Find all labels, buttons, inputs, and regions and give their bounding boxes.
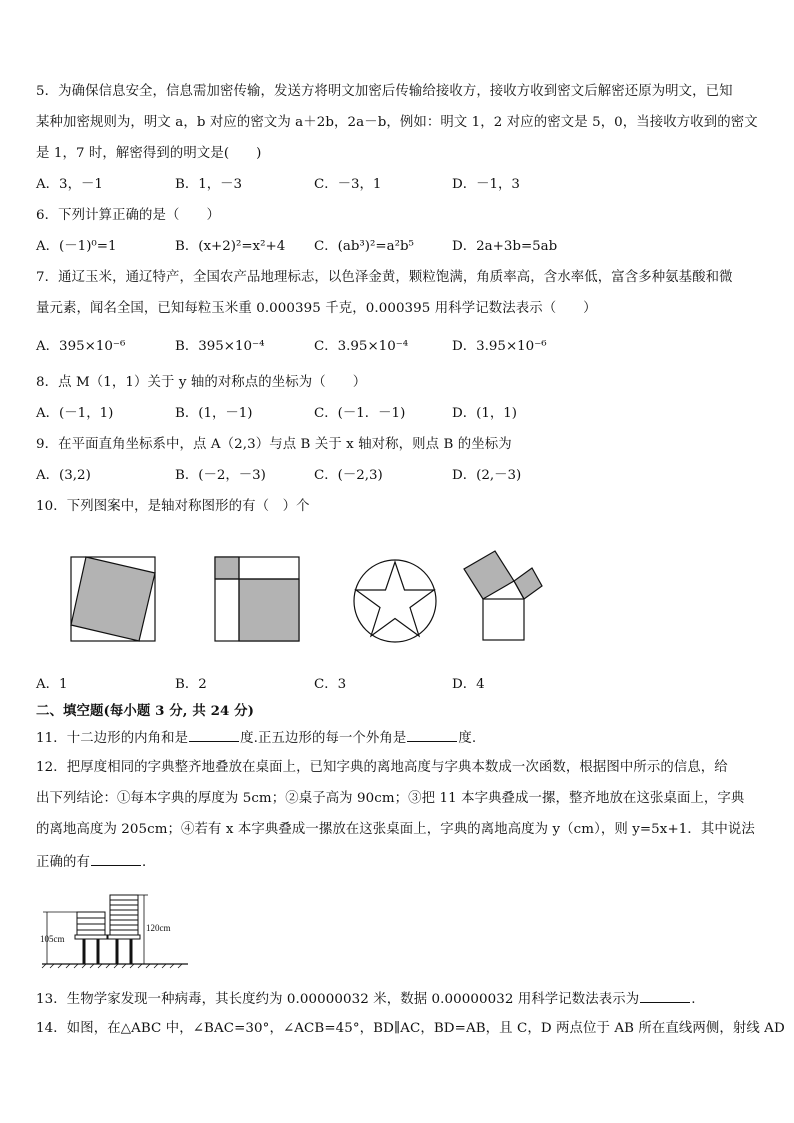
q8-option-c: C．(－1．－1) bbox=[314, 406, 406, 421]
q14-line1: 14．如图，在△ABC 中，∠BAC=30°，∠ACB=45°，BD∥AC，BD=AB，且 C，D 两点位于 AB 所在直线两侧，射线 AD bbox=[36, 1021, 785, 1036]
q13 bbox=[36, 988, 696, 1010]
q7-option-d: D．3.95×10⁻⁶ bbox=[452, 339, 547, 354]
q12-line4-end: ． bbox=[141, 855, 156, 870]
q8-option-a: A．(－1，1) bbox=[36, 406, 114, 421]
q10-option-b: B．2 bbox=[175, 677, 207, 692]
q5-option-b: B．1，－3 bbox=[175, 177, 243, 192]
q6-option-b: B．(x+2)²=x²+4 bbox=[175, 239, 286, 254]
star bbox=[356, 562, 434, 636]
q6-option-a: A．(－1)⁰=1 bbox=[36, 239, 117, 254]
q7-line2: 量元素，闻名全国，已知每粒玉米重 0.000395 千克，0.000395 用科学记数法表示（ ） bbox=[36, 301, 597, 316]
inner-rotated-square bbox=[71, 557, 155, 641]
q13-blank[interactable] bbox=[640, 988, 690, 1003]
right-table-top bbox=[108, 935, 140, 939]
q11-part1: 11．十二边形的内角和是 bbox=[36, 731, 189, 746]
q8-stem: 8．点 M（1，1）关于 y 轴的对称点的坐标为（ ） bbox=[36, 375, 367, 390]
q10-figure-2 bbox=[214, 556, 300, 642]
q9-stem: 9．在平面直角坐标系中，点 A（2,3）与点 B 关于 x 轴对称，则点 B 的坐标为 bbox=[36, 437, 512, 452]
q9-option-c: C．(－2,3) bbox=[314, 468, 383, 483]
q10-figure-1 bbox=[70, 556, 156, 642]
q12-line4 bbox=[36, 851, 155, 873]
q10-figure-3 bbox=[352, 558, 438, 644]
q11-blank-1[interactable] bbox=[189, 727, 239, 742]
section-2-heading: 二、填空题(每小题 3 分, 共 24 分) bbox=[36, 703, 255, 719]
q6-option-d: D．2a+3b=5ab bbox=[452, 239, 558, 254]
small-shaded-square bbox=[215, 557, 239, 579]
q10-stem: 10．下列图案中，是轴对称图形的有（ ）个 bbox=[36, 499, 310, 514]
q13-text: 13．生物学家发现一种病毒，其长度约为 0.00000032 米，数据 0.00000032 用科学记数法表示为 bbox=[36, 992, 640, 1007]
q12-line4-text: 正确的有 bbox=[36, 855, 90, 870]
left-table-top bbox=[75, 935, 107, 939]
q12-line3: 的离地高度为 205cm；④若有 x 本字典叠成一摞放在这张桌面上，字典的离地高度为 y（cm），则 y=5x+1．其中说法 bbox=[36, 822, 755, 837]
q11-part3: 度. bbox=[458, 731, 477, 746]
q8-option-d: D．(1，1) bbox=[452, 406, 518, 421]
q9-option-d: D．(2,－3) bbox=[452, 468, 522, 483]
q10-option-c: C．3 bbox=[314, 677, 347, 692]
q6-stem: 6．下列计算正确的是（ ） bbox=[36, 208, 220, 223]
right-shaded-square bbox=[514, 568, 542, 599]
q10-option-d: D．4 bbox=[452, 677, 485, 692]
left-shaded-square bbox=[464, 551, 514, 599]
base-square bbox=[483, 599, 524, 640]
circle bbox=[354, 560, 436, 642]
right-book-stack bbox=[110, 895, 138, 935]
q12-blank[interactable] bbox=[91, 851, 141, 866]
q10-figure-4 bbox=[460, 548, 550, 644]
q6-option-c: C．(ab³)²=a²b⁵ bbox=[314, 239, 414, 254]
left-book-stack bbox=[77, 912, 105, 935]
q5-option-d: D．－1，3 bbox=[452, 177, 520, 192]
q5-option-c: C．－3，1 bbox=[314, 177, 382, 192]
q12-line2: 出下列结论：①每本字典的厚度为 5cm；②桌子高为 90cm；③把 11 本字典叠成一摞，整齐地放在这张桌面上，字典 bbox=[36, 791, 745, 806]
q10-option-a: A．1 bbox=[36, 677, 68, 692]
q11-part2: 度.正五边形的每一个外角是 bbox=[240, 731, 407, 746]
q7-option-c: C．3.95×10⁻⁴ bbox=[314, 339, 409, 354]
q13-end: . bbox=[691, 992, 696, 1007]
q9-option-a: A．(3,2) bbox=[36, 468, 91, 483]
q7-line1: 7．通辽玉米，通辽特产，全国农产品地理标志，以色泽金黄，颗粒饱满，角质率高，含水率低，富含多种氨基酸和微 bbox=[36, 270, 733, 285]
q12-line1: 12．把厚度相同的字典整齐地叠放在桌面上，已知字典的离地高度与字典本数成一次函数，根据图中所示的信息，给 bbox=[36, 760, 728, 775]
q11-blank-2[interactable] bbox=[407, 727, 457, 742]
q11 bbox=[36, 727, 476, 749]
left-height-label: 105cm bbox=[40, 934, 65, 944]
q5-line2: 某种加密规则为，明文 a，b 对应的密文为 a＋2b，2a－b，例如：明文 1，2 对应的密文是 5，0，当接收方收到的密文 bbox=[36, 115, 758, 130]
q5-line1: 5．为确保信息安全，信息需加密传输，发送方将明文加密后传输给接收方，接收方收到密文后解密还原为明文，已知 bbox=[36, 84, 733, 99]
q9-option-b: B．(－2，－3) bbox=[175, 468, 266, 483]
large-shaded-square bbox=[239, 579, 299, 641]
right-height-label: 120cm bbox=[146, 923, 171, 933]
q7-option-a: A．395×10⁻⁶ bbox=[36, 339, 126, 354]
q5-option-a: A．3，－1 bbox=[36, 177, 103, 192]
q5-line3: 是 1，7 时，解密得到的明文是( ) bbox=[36, 146, 262, 161]
q7-option-b: B．395×10⁻⁴ bbox=[175, 339, 265, 354]
q8-option-b: B．(1，－1) bbox=[175, 406, 253, 421]
